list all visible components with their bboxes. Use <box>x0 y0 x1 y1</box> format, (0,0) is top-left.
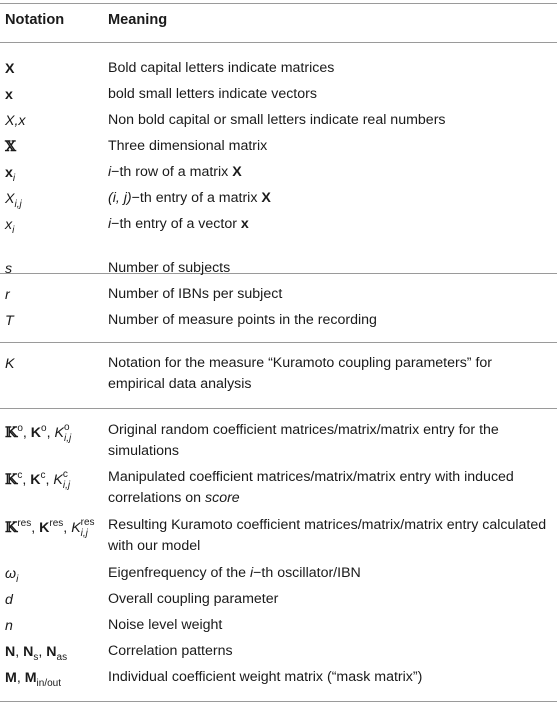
meaning-cell: (i, j)−th entry of a matrix X <box>108 190 271 206</box>
header-meaning: Meaning <box>108 12 168 28</box>
meaning-cell: i−th entry of a vector x <box>108 216 249 232</box>
group-rule <box>0 342 557 343</box>
meaning-cell: Individual coefficient weight matrix (“mask matrix”) <box>108 669 423 685</box>
notation-cell: T <box>5 313 14 329</box>
meaning-cell: Eigenfrequency of the i−th oscillator/IBN <box>108 565 361 581</box>
notation-cell: X,x <box>5 113 26 129</box>
meaning-cell: Noise level weight <box>108 617 223 633</box>
notation-cell: n <box>5 618 13 634</box>
notation-cell: 𝕏 <box>5 139 17 155</box>
meaning-cell: Resulting Kuramoto coefficient matrices/matrix/matrix entry calculated with our model <box>108 517 547 554</box>
meaning-cell: Notation for the measure “Kuramoto coupling parameters” for empirical data analysis <box>108 355 493 392</box>
table-bottom-rule <box>0 701 557 702</box>
notation-cell: $\omega_i$ <box>5 566 19 585</box>
meaning-cell: i−th row of a matrix X <box>108 164 242 180</box>
notation-cell: s <box>5 261 13 277</box>
meaning-cell: Number of measure points in the recording <box>108 312 377 328</box>
header-rule <box>0 42 557 43</box>
header-notation: Notation <box>5 12 65 28</box>
meaning-cell: bold small letters indicate vectors <box>108 86 317 102</box>
meaning-cell: Three dimensional matrix <box>108 138 268 154</box>
notation-cell: d <box>5 592 13 608</box>
notation-cell: 𝕂$^c$, $K^c$, K c i,j <box>5 469 71 491</box>
notation-cell: 𝕂$^o$, $K^o$, K o i,j <box>5 422 72 444</box>
meaning-cell: Manipulated coefficient matrices/matrix/matrix entry with induced correlations on score <box>108 469 514 506</box>
meaning-cell: Original random coefficient matrices/matrix/matrix entry for the simulations <box>108 422 499 459</box>
meaning-cell: Overall coupling parameter <box>108 591 279 607</box>
meaning-cell: Number of subjects <box>108 260 231 276</box>
notation-cell: N, $N_s$, $N_{as}$ <box>5 644 68 663</box>
meaning-cell: Non bold capital or small letters indicate real numbers <box>108 112 446 128</box>
table-top-rule <box>0 3 557 4</box>
notation-cell: r <box>5 287 10 303</box>
notation-cell: M, $M_{in/out}$ <box>5 670 62 689</box>
meaning-cell: Correlation patterns <box>108 643 233 659</box>
meaning-cell: Number of IBNs per subject <box>108 286 283 302</box>
notation-cell: x <box>5 87 13 103</box>
notation-cell: X <box>5 61 15 77</box>
notation-cell: $x_i$ <box>5 217 15 236</box>
notation-cell: $X_{i,j}$ <box>5 191 22 210</box>
notation-cell: K <box>5 356 15 372</box>
meaning-cell: Bold capital letters indicate matrices <box>108 60 335 76</box>
group-rule <box>0 408 557 409</box>
notation-cell: $x_i$ <box>5 165 16 184</box>
notation-cell: 𝕂$^{res}$, $K^{res}$, K res i,j <box>5 517 95 539</box>
